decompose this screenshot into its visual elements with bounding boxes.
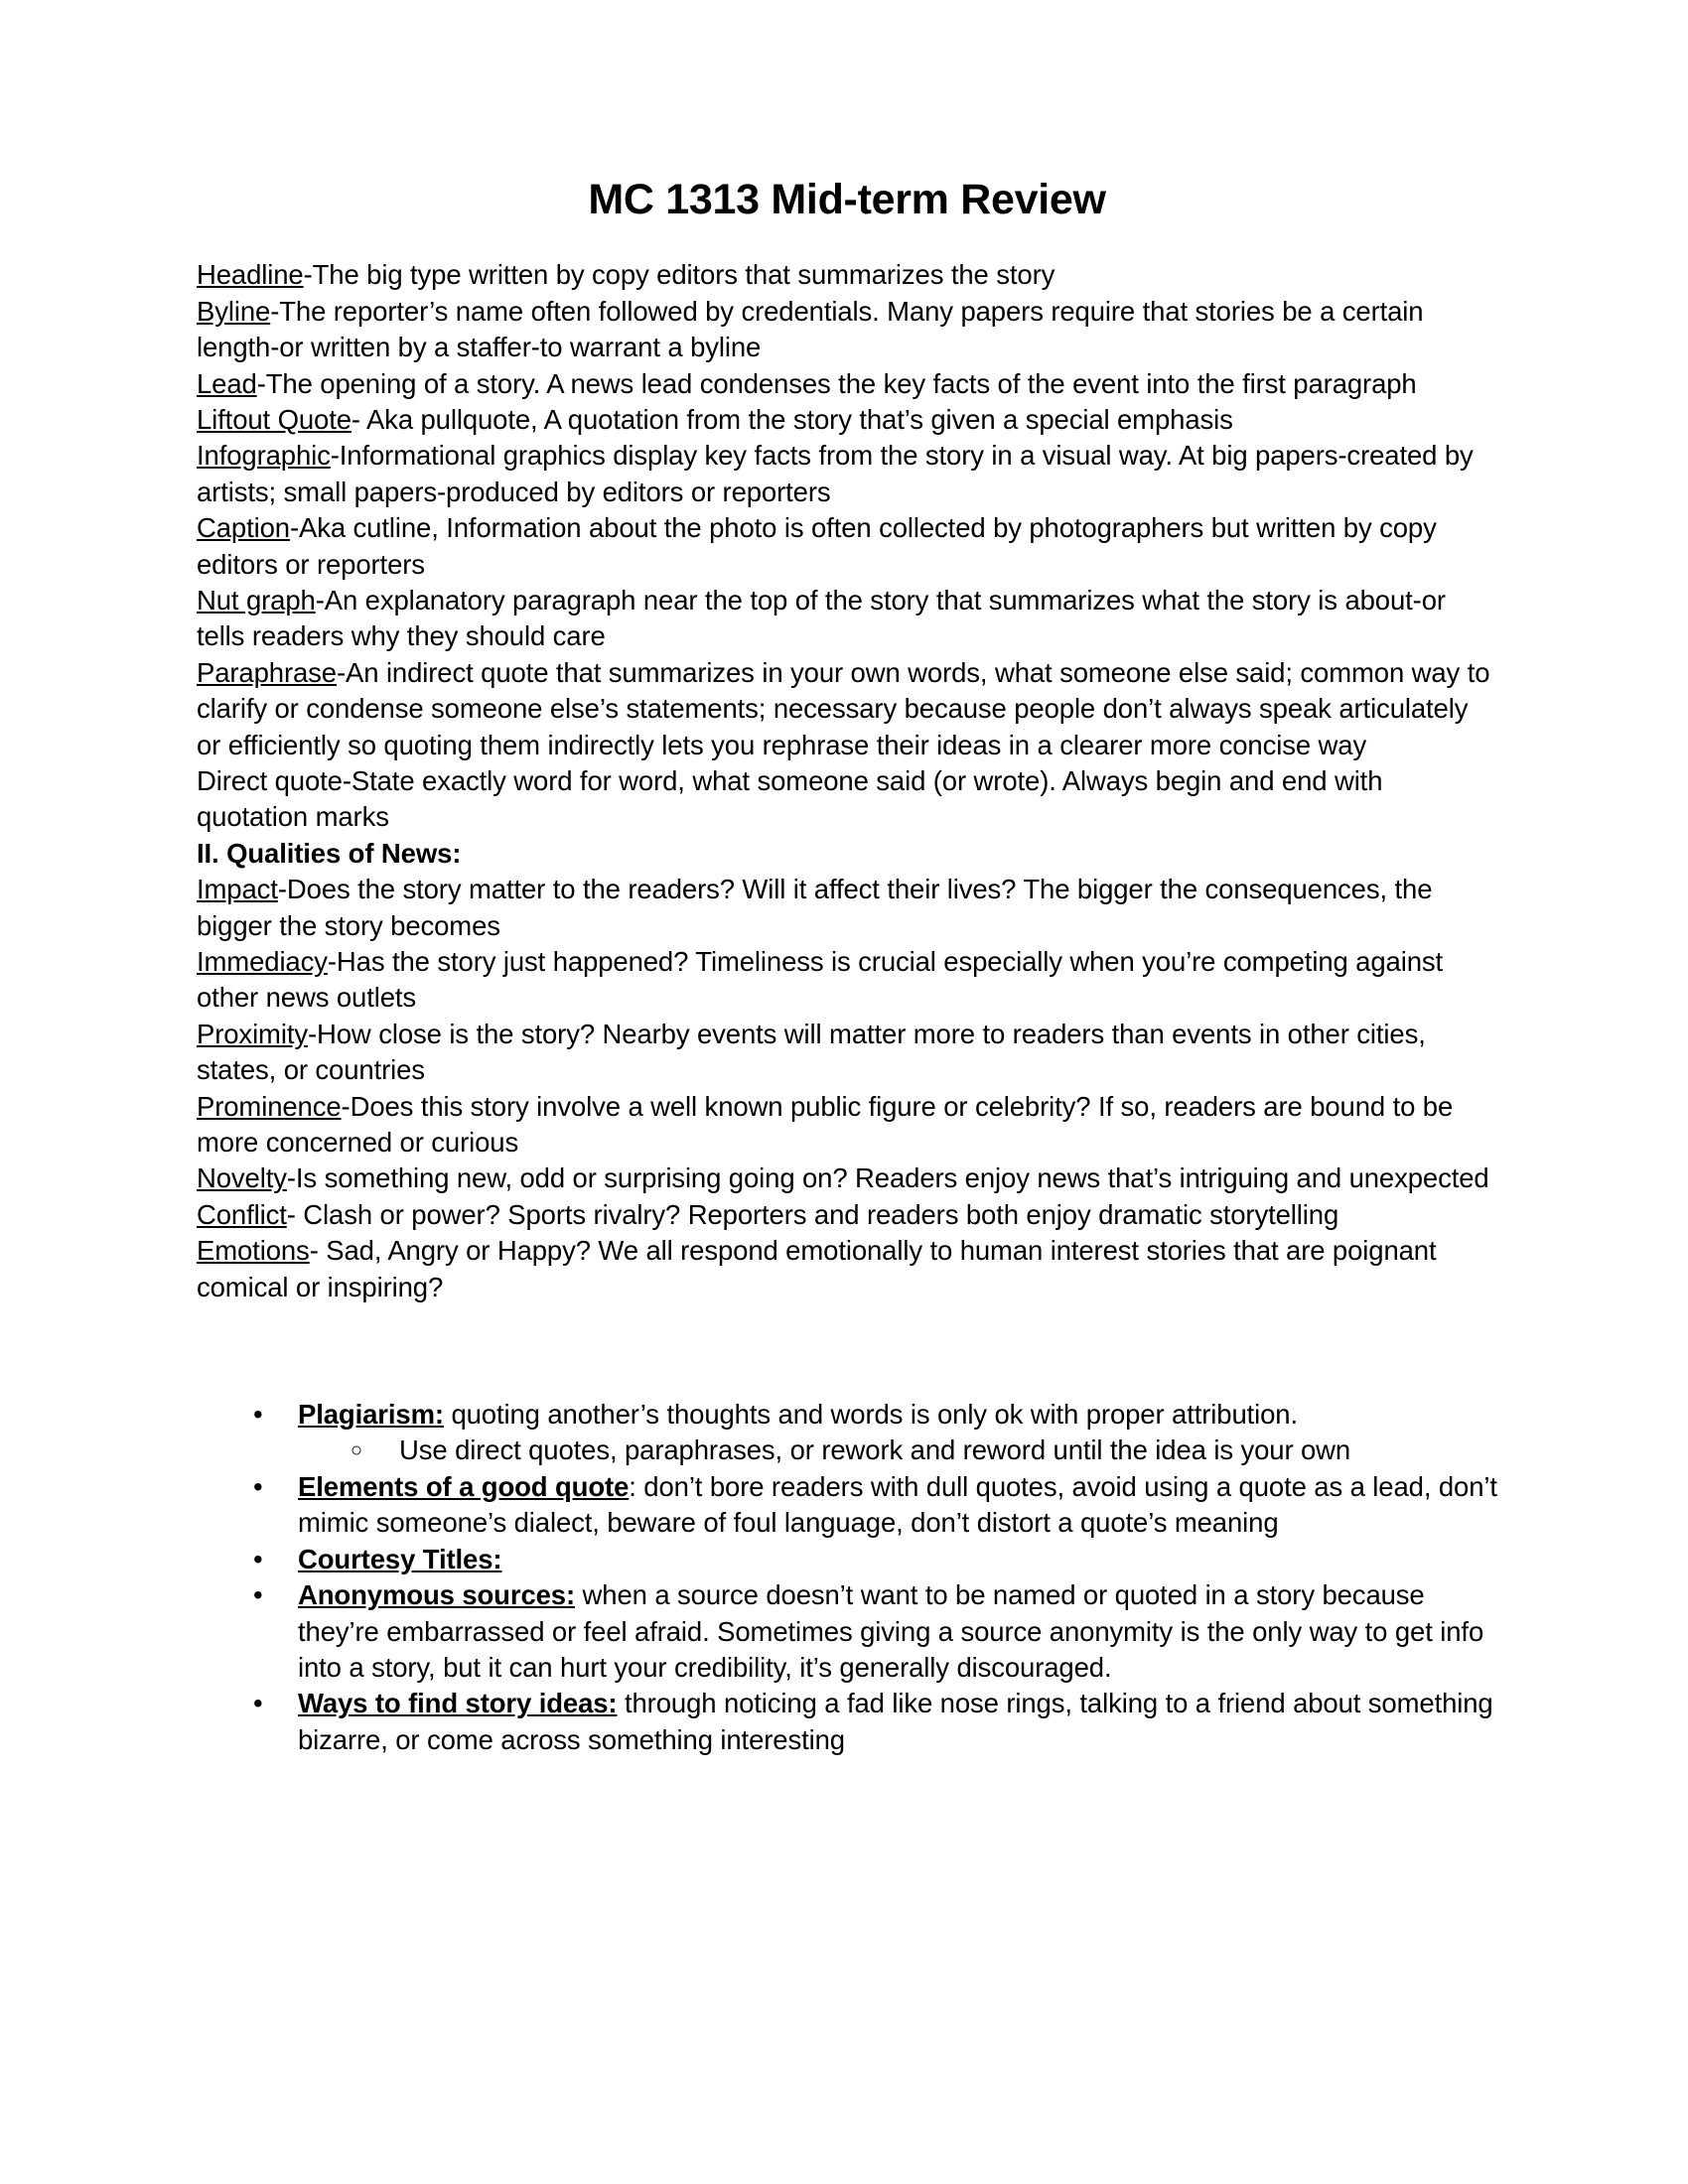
glossary-definition: -The reporter’s name often followed by credentials. Many papers require that stories be a certain length-or written by a staffer-to warrant a byline xyxy=(197,295,1424,363)
sub-list xyxy=(298,1433,1497,1468)
list-item-text: : don’t bore readers with dull quotes, avoid using a quote as a lead, don’t mimic someone’s dialect, beware of foul language, don’t distort a quote’s meaning xyxy=(298,1470,1497,1539)
glossary-term: Byline xyxy=(197,295,271,327)
glossary-term: Paraphrase xyxy=(197,656,337,688)
glossary-term: Infographic xyxy=(197,440,331,472)
bullet-marker-icon: • xyxy=(253,1470,263,1502)
list-item-text: through noticing a fad like nose rings, talking to a friend about something bizarre, or come across something interesting xyxy=(298,1688,1493,1755)
glossary-term: Nut graph xyxy=(197,584,316,615)
section-spacer xyxy=(197,1305,1497,1397)
glossary-term: Caption xyxy=(197,512,290,544)
quality-definition: -How close is the story? Nearby events will matter more to readers than events in other cities, states, or countries xyxy=(197,1018,1426,1086)
list-item-lead-term: Anonymous sources: xyxy=(298,1579,576,1611)
qualities-list xyxy=(197,872,1497,1305)
glossary-entry xyxy=(197,438,1497,510)
key-concepts-bullet-list xyxy=(197,1397,1497,1758)
glossary-definition: -Informational graphics display key facts from the story in a visual way. At big papers-created by artists; small papers-produced by editors or reporters xyxy=(197,440,1474,507)
glossary-definition: -State exactly word for word, what someone said (or wrote). Always begin and end with quotation marks xyxy=(197,764,1383,833)
quality-definition: - Sad, Angry or Happy? We all respond emotionally to human interest stories that are poignant comical or inspiring? xyxy=(197,1235,1437,1302)
bullet-marker-icon: • xyxy=(253,1543,263,1574)
section-heading-qualities-of-news: II. Qualities of News: xyxy=(197,837,462,869)
list-item-lead-term: Courtesy Titles: xyxy=(298,1543,502,1574)
quality-term: Emotions xyxy=(197,1235,310,1267)
glossary-term: Direct quote xyxy=(197,764,343,796)
quality-entry xyxy=(197,1017,1497,1089)
glossary-entry xyxy=(197,294,1497,366)
quality-term: Proximity xyxy=(197,1018,308,1049)
list-item xyxy=(197,1686,1497,1758)
sub-list-item-text: Use direct quotes, paraphrases, or rework and reword until the idea is your own xyxy=(399,1434,1351,1466)
list-item-lead-term: Ways to find story ideas: xyxy=(298,1688,618,1719)
quality-definition: -Is something new, odd or surprising going on? Readers enjoy news that’s intriguing and unexpected xyxy=(286,1162,1489,1194)
bullet-marker-icon: • xyxy=(253,1579,263,1611)
quality-entry xyxy=(197,1160,1497,1196)
glossary-entry xyxy=(197,402,1497,438)
quality-entry xyxy=(197,1233,1497,1305)
glossary-entry xyxy=(197,510,1497,583)
sub-bullet-marker-icon: ○ xyxy=(351,1439,362,1462)
list-item xyxy=(197,1397,1497,1469)
glossary-entry xyxy=(197,763,1497,836)
glossary-term: Liftout Quote xyxy=(197,403,352,435)
glossary-term: Lead xyxy=(197,367,257,399)
quality-definition: -Does this story involve a well known public figure or celebrity? If so, readers are bound to be more concerned or curious xyxy=(197,1090,1454,1159)
glossary-definition: -The big type written by copy editors that summarizes the story xyxy=(303,259,1055,291)
quality-definition: - Clash or power? Sports rivalry? Reporters and readers both enjoy dramatic storytelling xyxy=(286,1198,1339,1230)
quality-term: Novelty xyxy=(197,1162,287,1194)
glossary-entry xyxy=(197,366,1497,402)
list-item-text: when a source doesn’t want to be named or quoted in a story because they’re embarrassed or feel afraid. Sometimes giving a source anonymity is the only way to get info into a story, but it can hurt your credibility, it’s generally discouraged. xyxy=(298,1579,1484,1683)
glossary-definition: - Aka pullquote, A quotation from the story that’s given a special emphasis xyxy=(351,403,1233,435)
bullet-marker-icon: • xyxy=(253,1688,263,1719)
glossary-entry xyxy=(197,257,1497,293)
quality-entry xyxy=(197,944,1497,1017)
glossary-definition: -Aka cutline, Information about the photo is often collected by photographers but written by copy editors or reporters xyxy=(197,512,1437,580)
list-item xyxy=(197,1542,1497,1577)
quality-entry xyxy=(197,872,1497,944)
list-item-lead-term: Plagiarism: xyxy=(298,1399,444,1431)
glossary-entry xyxy=(197,655,1497,763)
glossary-definition: -An explanatory paragraph near the top of the story that summarizes what the story is about-or tells readers why they should care xyxy=(197,584,1446,652)
list-item-text: quoting another’s thoughts and words is only ok with proper attribution. xyxy=(443,1399,1298,1431)
glossary-definition: -An indirect quote that summarizes in your own words, what someone else said; common way to clarify or condense someone else’s statements; necessary because people don’t always speak articulately or efficiently so quoting them indirectly lets you rephrase their ideas in a clearer more concise way xyxy=(197,656,1490,760)
quality-term: Impact xyxy=(197,874,278,905)
quality-entry xyxy=(197,1089,1497,1161)
bullet-marker-icon: • xyxy=(253,1399,263,1431)
quality-term: Prominence xyxy=(197,1090,342,1122)
document-content xyxy=(197,0,1497,1758)
quality-definition: -Has the story just happened? Timeliness is crucial especially when you’re competing against other news outlets xyxy=(197,946,1444,1014)
quality-definition: -Does the story matter to the readers? Will it affect their lives? The bigger the consequences, the bigger the story becomes xyxy=(197,874,1433,941)
glossary-section xyxy=(197,257,1497,1305)
sub-list-item xyxy=(298,1433,1497,1468)
quality-entry xyxy=(197,1197,1497,1233)
page-title: MC 1313 Mid-term Review xyxy=(588,176,1106,223)
glossary-list xyxy=(197,257,1497,836)
list-item xyxy=(197,1469,1497,1542)
quality-term: Conflict xyxy=(197,1198,287,1230)
glossary-term: Headline xyxy=(197,259,304,291)
glossary-entry xyxy=(197,583,1497,655)
list-item xyxy=(197,1577,1497,1686)
quality-term: Immediacy xyxy=(197,946,328,978)
glossary-definition: -The opening of a story. A news lead condenses the key facts of the event into the first paragraph xyxy=(256,367,1417,399)
list-item-lead-term: Elements of a good quote xyxy=(298,1470,630,1502)
